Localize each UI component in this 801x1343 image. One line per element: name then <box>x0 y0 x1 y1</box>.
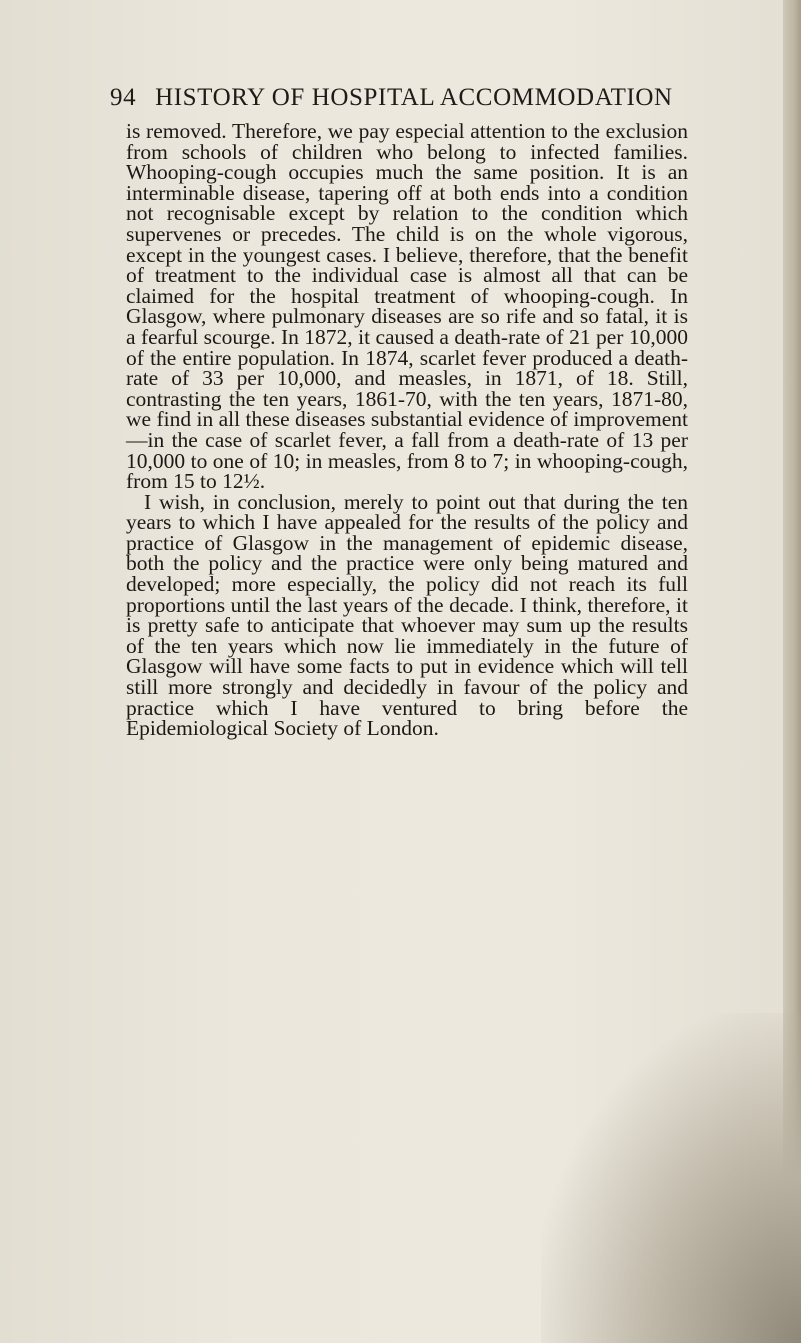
running-title: HISTORY OF HOSPITAL ACCOMMODATION <box>155 84 673 111</box>
body-text <box>126 121 688 739</box>
paragraph: I wish, in conclusion, merely to point out that during the ten years to which I have appealed for the results of the policy and practice of Glasgow in the management of epidemic disease, both the policy and the practice were only being matured and developed; more especially, the policy did not reach its full proportions until the last years of the decade. I think, therefore, it is pretty safe to anticipate that whoever may sum up the results of the ten years which now lie immediately in the future of Glasgow will have some facts to put in evidence which will tell still more strongly and decidedly in favour of the policy and practice which I have ventured to bring before the Epidemiological Society of London. <box>126 489 688 741</box>
paragraph: is removed. Therefore, we pay especial attention to the exclusion from schools of children who belong to infected families. Whooping-cough occupies much the same position. It is an interminable disease, tapering off at both ends into a condition not recognisable except by relation to the condition which supervenes or precedes. The child is on the whole vigorous, except in the youngest cases. I believe, therefore, that the benefit of treatment to the individual case is almost all that can be claimed for the hospital treatment of whooping-cough. In Glasgow, where pulmonary diseases are so rife and so fatal, it is a fearful scourge. In 1872, it caused a death-rate of 21 per 10,000 of the entire population. In 1874, scarlet fever produced a death-rate of 33 per 10,000, and measles, in 1871, of 18. Still, contrasting the ten years, 1861-70, with the ten years, 1871-80, we find in all these diseases substantial evidence of improvement—in the case of scarlet fever, a fall from a death-rate of 13 per 10,000 to one of 10; in measles, from 8 to 7; in whooping-cough, from 15 to 12½. <box>126 119 688 494</box>
page-corner-shadow <box>541 1013 801 1343</box>
running-header <box>110 84 710 116</box>
page-number: 94 <box>110 84 137 111</box>
